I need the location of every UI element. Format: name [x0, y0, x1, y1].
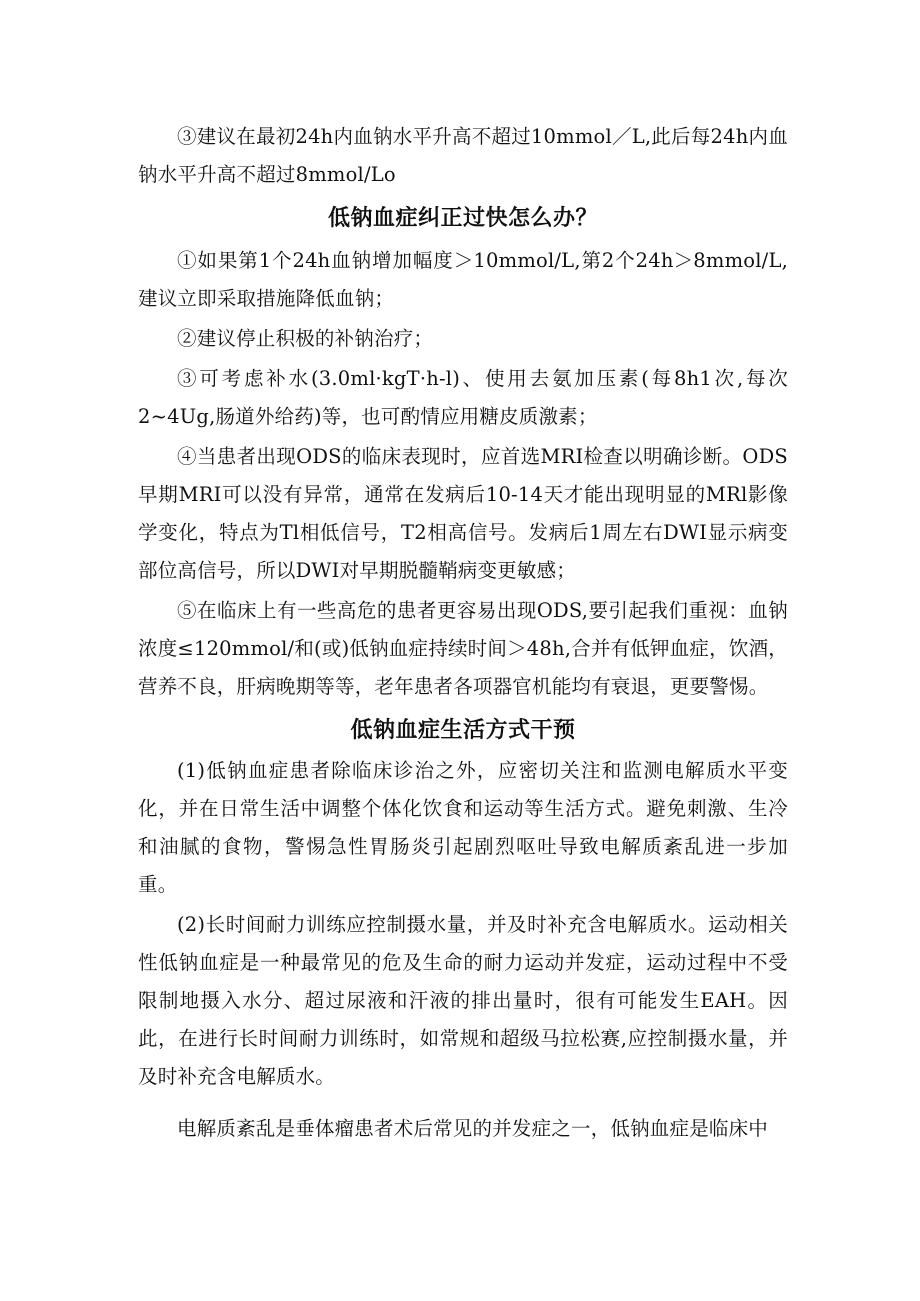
paragraph-item-3: ③可考虑补水(3.0ml·kgT·h-l)、使用去氨加压素(每8h1次,每次2~4Ug,肠道外给药)等，也可酌情应用糖皮质激素；: [138, 367, 788, 428]
paragraph-item-1: ①如果第1个24h血钠增加幅度＞10mmol/L,第2个24h＞8mmol/L,建议立即采取措施降低血钠；: [138, 249, 788, 310]
lifestyle-paragraph-1: (1)低钠血症患者除临床诊治之外，应密切关注和监测电解质水平变化，并在日常生活中调整个体化饮食和运动等生活方式。避免刺激、生冷和油腻的食物，警惕急性胃肠炎引起剧烈呕吐导致电解质紊乱进一步加重。: [138, 759, 788, 896]
intro-paragraph: ③建议在最初24h内血钠水平升高不超过10mmol／L,此后每24h内血钠水平升高不超过8mmol/Lo: [138, 125, 788, 186]
paragraph-item-5: ⑤在临床上有一些高危的患者更容易出现ODS,要引起我们重视：血钠浓度≤120mmol/和(或)低钠血症持续时间＞48h,合并有低钾血症，饮酒，营养不良，肝病晚期等等，老年患者各项器官机能均有衰退，更要警惕。: [138, 599, 788, 698]
paragraph-item-2: ②建议停止积极的补钠治疗；: [177, 327, 434, 350]
document-body: [138, 118, 788, 1148]
section-heading-lifestyle: 低钠血症生活方式干预: [350, 718, 576, 743]
paragraph-item-4: ④当患者出现ODS的临床表现时，应首选MRI检查以明确诊断。ODS早期MRI可以没有异常，通常在发病后10-14天才能出现明显的MRl影像学变化，特点为Tl相低信号，T2相高信号。发病后1周左右DWI显示病变部位高信号，所以DWI对早期脱髓鞘病变更敏感；: [138, 445, 788, 582]
closing-paragraph: 电解质紊乱是垂体瘤患者术后常见的并发症之一，低钠血症是临床中: [177, 1117, 769, 1140]
lifestyle-paragraph-2: (2)长时间耐力训练应控制摄水量，并及时补充含电解质水。运动相关性低钠血症是一种最常见的危及生命的耐力运动并发症，运动过程中不受限制地摄入水分、超过尿液和汗液的排出量时，很有可能发生EAH。因此，在进行长时间耐力训练时，如常规和超级马拉松赛,应控制摄水量，并及时补充含电解质水。: [138, 913, 788, 1088]
section-heading-overcorrection: 低钠血症纠正过快怎么办？: [327, 206, 598, 231]
